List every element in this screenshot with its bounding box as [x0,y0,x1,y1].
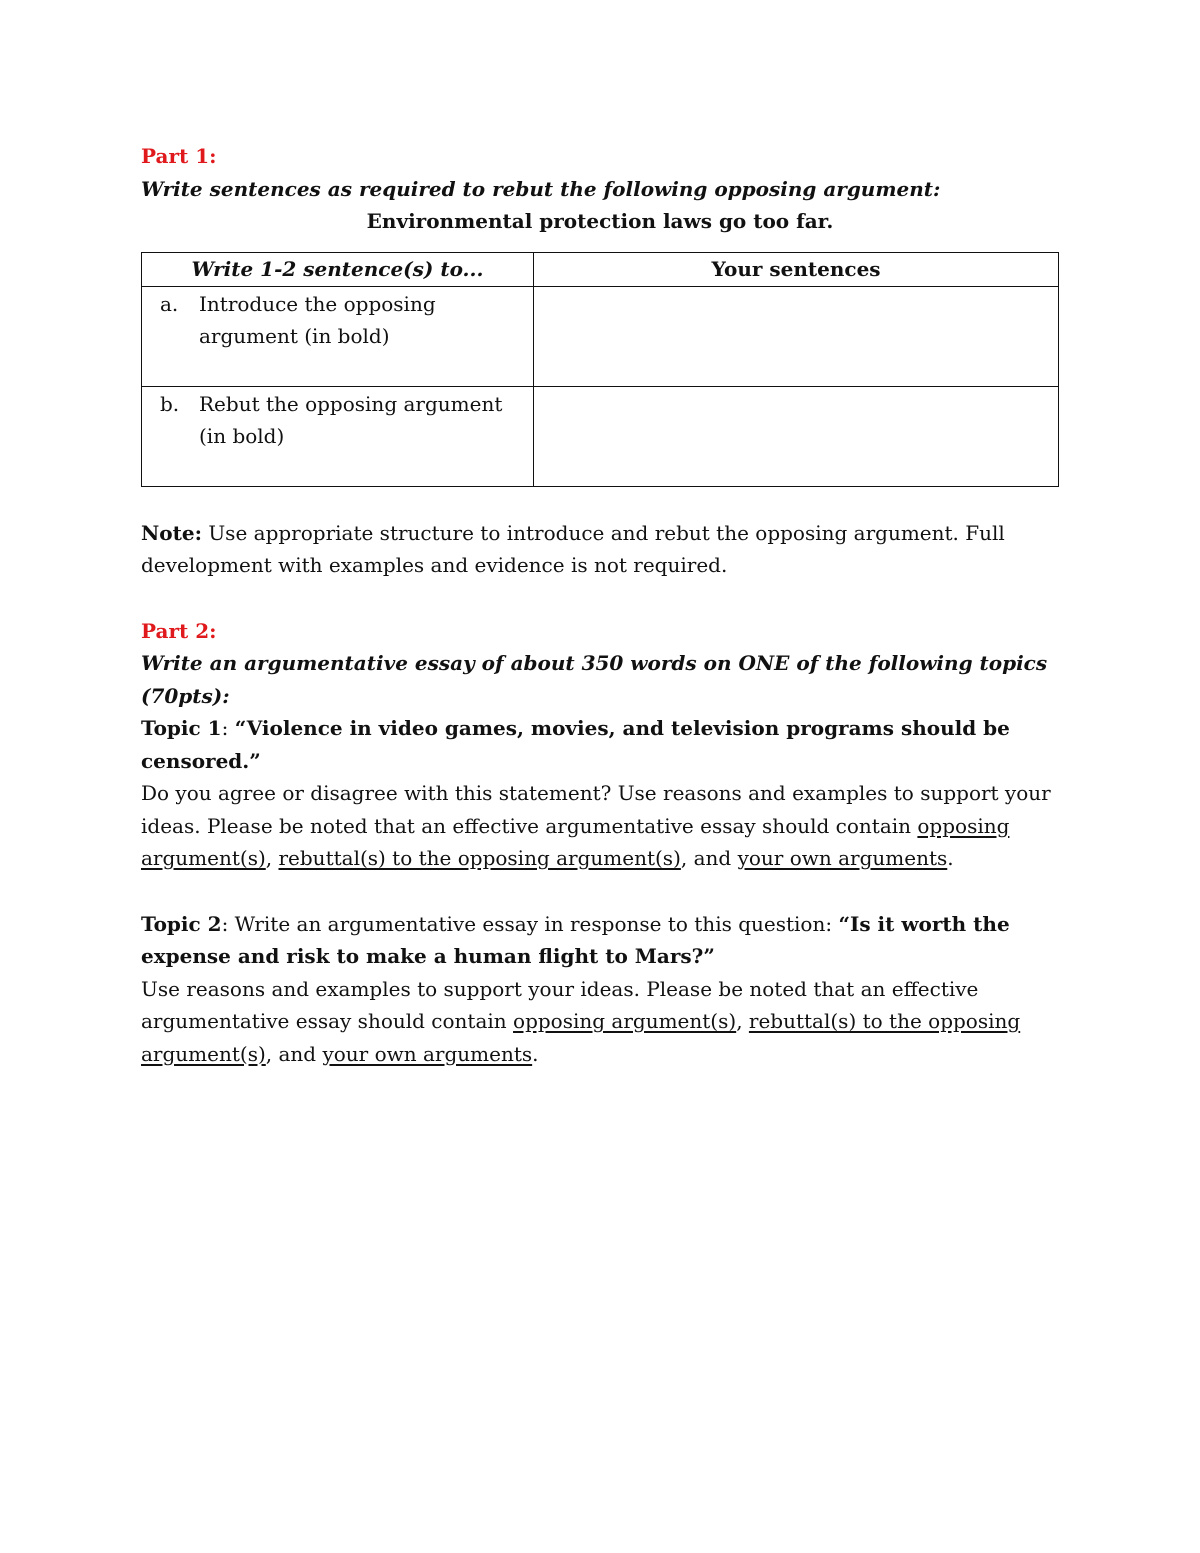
opposing-statement: Environmental protection laws go too far. [366,209,834,233]
task-text: Rebut the opposing argument (in bold) [199,391,503,448]
answer-cell-a[interactable] [534,286,1059,386]
topic1-rebuttal-link: rebuttal(s) to the opposing argument(s) [278,846,681,870]
topic2-sep: , and [265,1041,323,1066]
part2-instruction: Write an argumentative essay of about 350 words on ONE of the following topics (70pts): [141,651,1048,708]
topic1-sep: , [265,846,279,870]
topic1-sep: , and [680,846,738,870]
table-header-row [142,252,1059,286]
topic1-body: Do you agree or disagree with this statement? Use reasons and examples to support your ideas. Please be noted that an effective argumentative essay should contain [141,781,1051,838]
part2-heading: Part 2: [141,618,217,643]
topic1-end: . [947,846,954,870]
task-marker: b. [160,391,180,416]
table-header-task: Write 1-2 sentence(s) to... [142,252,534,286]
topic1-quote: “Violence in video games, movies, and television programs should be censored.” [141,716,1010,773]
task-marker: a. [160,291,179,316]
answer-text[interactable] [534,387,1058,486]
task-cell-a [142,286,534,386]
task-text: Introduce the opposing argument (in bold) [199,291,436,348]
part1-instruction: Write sentences as required to rebut the following opposing argument: [141,176,941,201]
answer-cell-b[interactable] [534,386,1059,486]
topic1-own-link: your own arguments [737,846,948,870]
topic2-label: Topic 2 [141,911,222,936]
topic2-sep: , [736,1009,749,1033]
topic2-body: Use reasons and examples to support your ideas. Please be noted that an effective argumentative essay should contain [141,976,979,1033]
topic1-paragraph [141,712,1059,875]
rebuttal-table [141,252,1059,487]
topic1-label: Topic 1 [141,716,222,740]
table-header-sentences: Your sentences [534,252,1059,286]
document-page [141,140,1059,1070]
table-row [142,286,1059,386]
topic2-question: “Is it worth the expense and risk to make a human flight to Mars?” [141,911,1010,968]
topic2-paragraph [141,908,1059,1071]
table-row [142,386,1059,486]
answer-text[interactable] [534,287,1058,386]
topic1-colon: : [221,716,235,740]
topic2-own-link: your own arguments [322,1041,533,1066]
topic2-opposing-link: opposing argument(s) [513,1009,737,1033]
topic2-intro: : Write an argumentative essay in response to this question: [221,911,839,936]
topic1-opposing-link: opposing argument(s) [141,813,1010,870]
topic2-end: . [532,1041,539,1066]
note-text: Use appropriate structure to introduce and rebut the opposing argument. Full development with examples and evidence is not required. [141,520,1005,577]
topic2-rebuttal-link: rebuttal(s) to the opposing argument(s) [141,1009,1021,1066]
note-paragraph [141,517,1059,582]
task-cell-b [142,386,534,486]
note-label: Note: [141,520,202,545]
part1-heading: Part 1: [141,144,217,168]
